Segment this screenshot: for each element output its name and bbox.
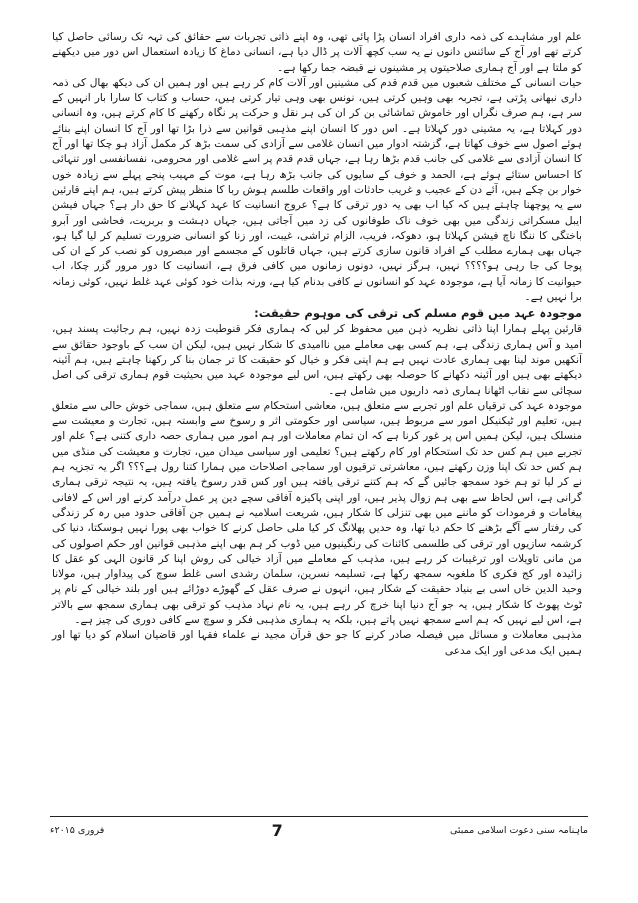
footer-magazine-name: ماہنامہ سنی دعوت اسلامی ممبئی [449,824,588,836]
article-body [52,30,582,820]
page-number: 7 [271,820,283,840]
paragraph-4: موجودہ عہد کی ترقیاں علم اور تجربے سے متعلق ہیں، معاشی استحکام سے متعلق ہیں، سماجی خوش حالی سے متعلق ہیں، تعلیم اور ٹیکنیکل امور سے مربوط ہیں، سیاسی اور حکومتی اثر و رسوخ سے وابستہ ہیں، تجارت و معیشت سے منسلک ہیں، لیکن ہمیں اس پر غور کرنا ہے کہ ان تمام معاملات اور ہم امور میں ہماری حصہ داری کتنی ہے؟ علم اور تجربے میں ہم کس حد تک استحکام اور کام رکھتے ہیں؟ تعلیمی اور سیاسی میدان میں، تجارت و معیشت کی منڈی میں ہم کس حد تک اپنا وزن رکھتے ہیں، معاشرتی ترقیوں اور سماجی اصلاحات میں ہمارا کتنا رول ہے؟؟؟ اگر یہ تجزیہ ہم نے کر لیا تو ہم خود سمجھ جائیں گے کہ ہم کتنے ترقی یافتہ ہیں اور کس قدر رسوخ یافتہ ہیں، یہ نتیجہ ترقی ہماری گرانی ہے، اس لحاظ سے بھی ہم زوال پذیر ہیں، اور اپنی پاکیزہ آفاقی سچے دین پر عمل درآمد کرنے اور اس کے لافانی پیغامات و فرمودات کو ماننے میں بھی تنزلی کا شکار ہیں، شریعت اسلامیہ نے ہمیں جن آفاقی حدود میں رہ کر زندگی کی رفتار سے آگے بڑھنے کا حکم دیا تھا، وہ حدیں پھلانگ کر کیا ملی حاصل کرنے کا خواب بھی پورا نہیں ہوسکتا، دنیا کی کرشمہ سازیوں اور ترقی کی طلسمی کائنات کی رنگینیوں میں ڈوب کر ہم بھی اپنے مذہبی قوانین اور حکم اصولوں کی من مانی تاویلات اور ترغیبات کر رہے ہیں، مذہب کے معاملے میں آزاد خیالی کی روش اپنا کر قانون الہی کو عقل کا زائیدہ اور کج فکری کا ملغوبہ سمجھ رکھا ہے، تسلیمہ نسرین، سلمان رشدی اسی غلط سوچ کی پیداوار ہیں، مولانا وحید الدین خاں اسی بے بنیاد حقیقت کے شکار ہیں، انہوں نے صرف عقل کے گھوڑے دوڑائے ہیں اور بلند خیالی کے نام پر ٹوٹ پھوٹ کا شکار ہیں، یہ جو آج دنیا اپنا خرچ کر رہے ہیں، یہ نام نہاد مذہب کو ترقی بھی ہماری سمجھ سے بالاتر ہے، اس لیے نہیں کہ ہم اسے سمجھ نہیں پاتے ہیں، بلکہ یہ ہماری مذہبی فکر و سوچ سے کافی دوری کی چیز ہے۔ [52,399,582,626]
page-footer [50,816,588,843]
paragraph-2: حیات انسانی کے مختلف شعبوں میں قدم قدم کی مشینیں اور آلات کام کر رہے ہیں اور ہمیں ان کی دیکھ بھال کی ذمہ داری نبھانی پڑتی ہے، تجربہ بھی وہیں کرتی ہیں، نونس بھی وہی تیار کرتی ہیں، حساب و کتاب کا سارا بار انہیں کے سر ہے، ہم صرف نگراں اور خاموش تماشائی بن کر ان کی ہر نقل و حرکت پر نگاہ رکھنے کا کام کرتے ہیں، وہ انسانی دور کہلاتا ہے، یہ مشینی دور کہلاتا ہے۔ اس دور کا انسان اپنے مذہبی قوانین سے ذرا بڑا تھا اور آج کا انسان اپنے بنائے ہوئے اصول سے خوف کھاتا ہے، گزشتہ ادوار میں انسان غلامی سے آزادی کی سمت بڑھ کر مکمل آزاد ہو چکا تھا اور آج کا انسان آزادی سے غلامی کی جانب قدم بڑھا رہا ہے، جہاں قدم قدم پر اسے غلامی اور محرومی، نفسانفسی اور تنہائی کا احساس ستائے ہوئے ہے، الحمد و خوف کے سایوں کی جانب بڑھ رہا ہے، موت کے مہیب پنجے پہلے سے زیادہ خوں خوار بن چکے ہیں، آئے دن کے عجیب و غریب حادثات اور واقعات طلسم ہوش ربا کا منظر پیش کرتے ہیں، ہم اپنے قارئین سے یہ پوچھنا چاہتے ہیں کہ کیا اب بھی یہ دور ترقی کا ہے؟ عروج انسانیت کا عہد کہلانے کا حق دار ہے؟ جہاں فیشن ایبل مسکراتی زندگی میں بھی خوف ناک طوفانوں کی زد میں آجاتی ہیں، جہاں دہشت و بربریت، فحاشی اور آبرو باختگی کا ننگا ناچ فیشن کہلاتا ہو، دھوکہ، فریب، الزام تراشی، غیبت، اور زنا کو انسانی ضرورت تسلیم کر لیا گیا ہو، جہاں بھی ہمارے مطلب کے افراد قانون سازی کرتے ہیں، جہاں قاتلوں کے مجسمے اور مبصروں کو نصب کر کے ان کی پوجا کی جا رہی ہو؟؟؟؟ نہیں، ہرگز نہیں، دونوں زمانوں میں کافی فرق ہے، انسانیت کا دور مرور گزر چکا، اب حیوانیت کا زمانہ آیا ہے، موجودہ عہد کو انسانوں نے کافی بدنام کیا ہے، ورنہ بذات خود کوئی عہد غلط نہیں، کوئی زمانہ برا نہیں ہے۔ [52,76,582,304]
paragraph-1: علم اور مشاہدے کی ذمہ داری افراد انسان پڑا پائی تھی، وہ اپنے ذاتی تجربات سے حقائق کی تہہ تک رسائی حاصل کیا کرتے تھے اور آج کے سائنس دانوں نے یہ سب کچھ آلات پر ڈال دیا ہے، انسانی دماغ کا زیادہ استعمال اس دور میں دیکھنے کو ملتا ہے اور آج ہماری صلاحیتوں پر مشینوں نے قبضہ جما رکھا ہے۔ [52,31,582,74]
paragraph-5: مذہبی معاملات و مسائل میں فیصلہ صادر کرنے کا جو حق قرآن مجید نے علماء فقہا اور قاضیان اسلام کو دیا تھا اور ہمیں ایک مدعی اور ایک مدعی [52,629,582,657]
paragraph-3: قارئین پہلے ہمارا اپنا ذاتی نظریہ ذہن میں محفوظ کر لیں کہ ہماری فکر قنوطیت زدہ نہیں، ہم رجائیت پسند ہیں، امید و آس ہماری زندگی ہے، ہم کسی بھی معاملے میں ناامیدی کا شکار نہیں ہیں، لیکن ان سب کے باوجود حقائق سے آنکھیں موند لینا بھی ہماری عادت نہیں ہے ہم اپنی فکر و خیال کو حقیقت کا تر جمان بنا کر رکھنا چاہتے ہیں، ہم آئینہ دیکھتے بھی ہیں اور آئینہ دکھانے کا حوصلہ بھی رکھتے ہیں، اس لیے موجودہ عہد میں بحیثیت قوم ہماری ترقی کی اصل سچائی سے نقاب اٹھانا ہماری ذمہ داریوں میں شامل ہے۔ [52,323,582,397]
footer-issue-date: فروری ۲۰۱۵ء [50,824,105,836]
section-heading: موجودہ عہد میں قوم مسلم کی ترقی کی موہوم حقیقت: [254,306,582,321]
